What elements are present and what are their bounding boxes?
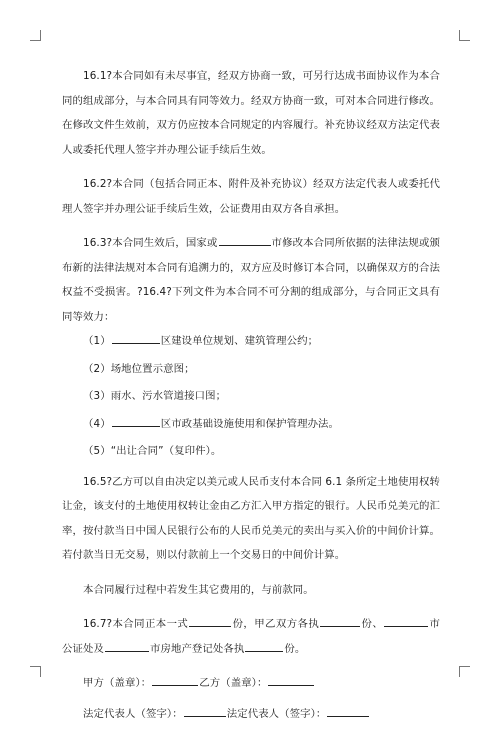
list-item-1 <box>62 329 440 354</box>
clause-16-2: 16.2?本合同（包括合同正本、附件及补充协议）经双方法定代表人或委托代理人签字并办理公证手续后生效，公证费用由双方各自承担。 <box>62 178 440 215</box>
list-item-1-num: （1） <box>83 335 111 347</box>
party-a-rep-label: 法定代表人（签字）： <box>83 707 183 720</box>
blank-field <box>320 625 360 627</box>
list-item-5: （5）“出让合同”（复印件）。 <box>83 445 222 457</box>
list-item-4-text: 区市政基础设施使用和保护管理办法。 <box>160 417 340 430</box>
list-item-4 <box>62 412 440 437</box>
clause-16-7-part-b: 份，甲乙双方各执 <box>232 618 320 630</box>
blank-field <box>105 650 149 652</box>
crop-mark-top-right <box>459 30 470 41</box>
list-item-4-num: （4） <box>83 417 111 430</box>
clause-16-7-part-e: 市房地产登记处各执 <box>149 642 245 655</box>
clause-16-3-part-a: 16.3?本合同生效后，国家或 <box>83 237 218 249</box>
blank-field <box>184 715 226 717</box>
clause-16-3-part-b: 市修改本合同所依据的法律法规或颁布新的法律法规对本合同有追溯力的，双方应及时修订本合同，以确保双方的合法权益不受损害。?16.4?下列文件为本合同不可分割的组成部分，与合同正文具有同等效力： <box>62 237 440 323</box>
clause-16-7-part-a: 16.7?本合同正本一式 <box>83 618 189 630</box>
crop-mark-bottom-right <box>459 666 470 677</box>
document-body <box>62 64 440 732</box>
blank-field <box>384 625 428 627</box>
blank-field <box>268 684 314 686</box>
clause-16-7-part-d: 市公证处及 <box>62 618 440 655</box>
clause-16-7-part-f: 份。 <box>284 642 306 655</box>
blank-field <box>245 650 283 652</box>
blank-field <box>152 684 198 686</box>
signature-rep-line <box>62 702 440 727</box>
blank-field <box>112 342 160 344</box>
crop-mark-top-left <box>30 30 41 41</box>
blank-field <box>189 625 231 627</box>
crop-mark-bottom-left <box>30 666 41 677</box>
blank-field <box>112 425 160 427</box>
party-b-seal-label: 乙方（盖章）： <box>199 677 268 689</box>
clause-16-1: 16.1?本合同如有未尽事宜，经双方协商一致，可另行达成书面协议作为本合同的组成部分，与本合同具有同等效力。经双方协商一致，可对本合同进行修改。在修改文件生效前，双方仍应按本合同规定的内容履行。补充协议经双方法定代表人或委托代理人签字并办理公证手续后生效。 <box>62 70 440 156</box>
clause-16-7 <box>62 612 440 661</box>
signature-party-line <box>62 671 440 696</box>
clause-16-3 <box>62 231 440 329</box>
party-b-rep-label: 法定代表人（签字）： <box>226 707 327 720</box>
blank-field <box>327 715 369 717</box>
list-item-3: （3）雨水、污水管道接口图； <box>83 390 227 402</box>
clause-fees: 本合同履行过程中若发生其它费用的，与前款同。 <box>83 583 314 596</box>
list-item-1-text: 区建设单位规划、建筑管理公约； <box>160 335 319 347</box>
party-a-seal-label: 甲方（盖章）： <box>83 677 152 689</box>
clause-16-7-part-c: 份、 <box>361 618 384 630</box>
list-item-2: （2）场地位置示意图； <box>83 362 195 375</box>
blank-field <box>219 244 271 246</box>
clause-16-5: 16.5?乙方可以自由决定以美元或人民币支付本合同 6.1 条所定土地使用权转让金，该支付的土地使用权转让金由乙方汇入甲方指定的银行。人民币兑美元的汇率，按付款当日中国人民银行公布的人民币兑美元的卖出与买入价的中间价计算。若付款当日无交易，则以付款前上一个交易日的中间价计算。 <box>62 475 441 561</box>
